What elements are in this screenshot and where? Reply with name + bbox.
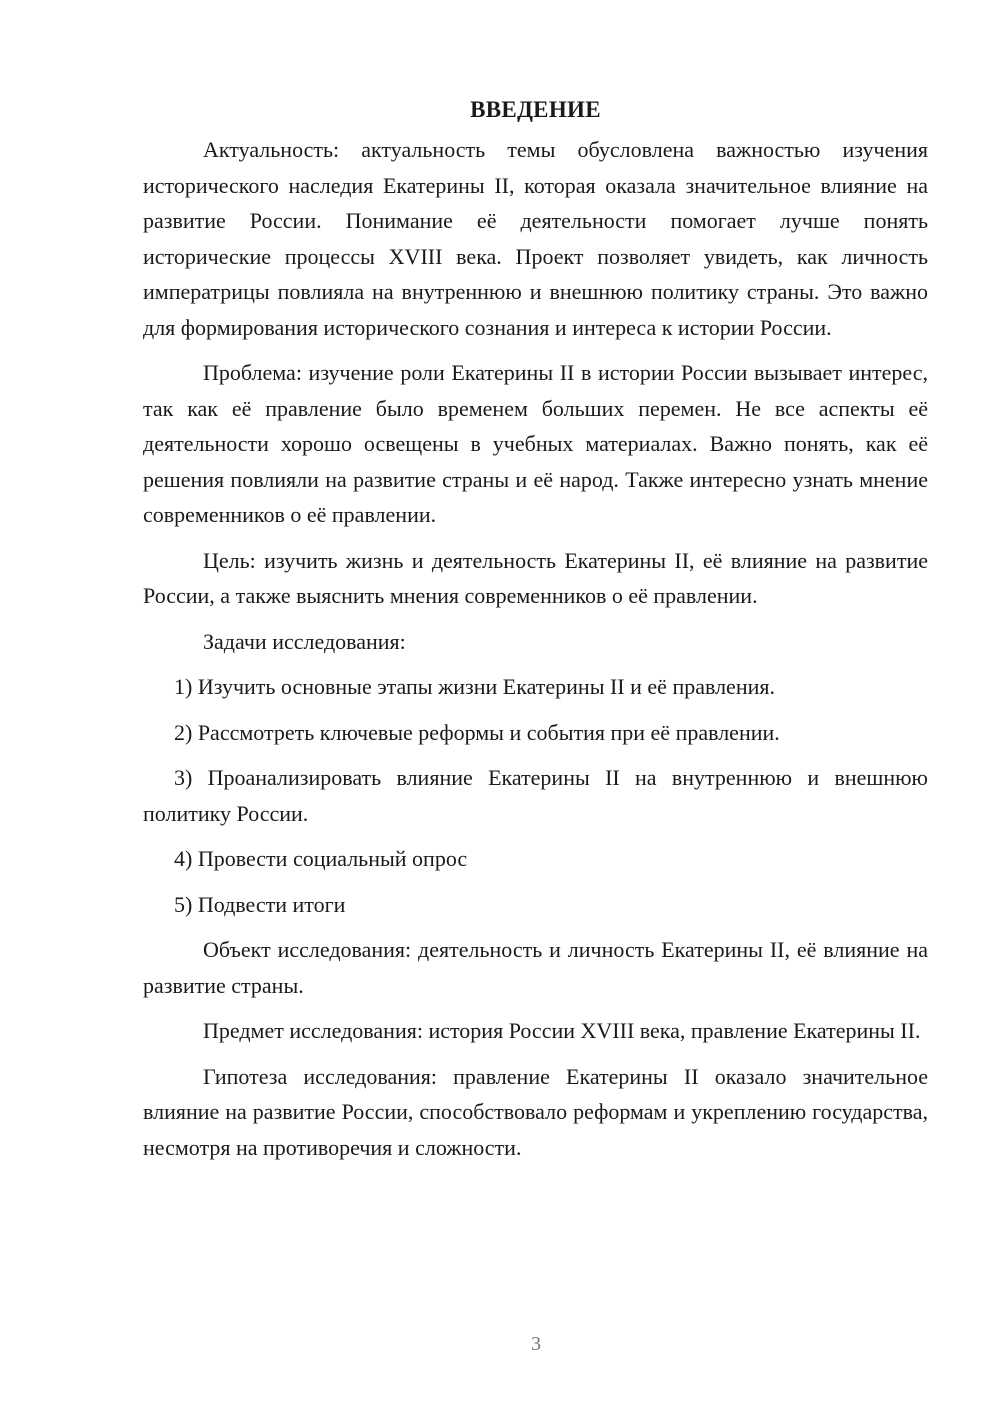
list-item: 2) Рассмотреть ключевые реформы и события при её правлении. [174, 719, 780, 745]
problem-paragraph: Проблема: изучение роли Екатерины II в истории России вызывает интерес, так как её правление было временем больших перемен. Не все аспекты её деятельности хорошо освещены в учебных материалах. Важно понять, как её решения повлияли на развитие страны и её народ. Также интересно узнать мнение современников о её правлении. [143, 360, 928, 527]
subject-paragraph: Предмет исследования: история России XVIII века, правление Екатерины II. [203, 1018, 921, 1043]
section-heading: ВВЕДЕНИЕ [470, 97, 601, 122]
list-item: 4) Провести социальный опрос [174, 846, 468, 871]
relevance-paragraph: Актуальность: актуальность темы обусловлена важностью изучения исторического наследия Екатерины II, которая оказала значительное влияние на развитие России. Понимание её деятельности помогает лучше понять исторические процессы XVIII века. Проект позволяет увидеть, как личность императрицы повлияла на внутреннюю и внешнюю политику страны. Это важно для формирования исторического сознания и интереса к истории России. [143, 137, 928, 340]
tasks-list [143, 669, 928, 922]
goal-paragraph: Цель: изучить жизнь и деятельность Екатерины II, её влияние на развитие России, а также выяснить мнения современников о её правлении. [143, 547, 928, 608]
list-item: 5) Подвести итоги [174, 891, 346, 917]
page-number: 3 [531, 1333, 541, 1355]
hypothesis-paragraph: Гипотеза исследования: правление Екатерины II оказало значительное влияние на развитие России, способствовало реформам и укреплению государства, несмотря на противоречия и сложности. [143, 1063, 928, 1160]
document-page [143, 92, 928, 1165]
list-item: 3) Проанализировать влияние Екатерины II на внутреннюю и внешнюю политику России. [143, 765, 928, 826]
object-paragraph: Объект исследования: деятельность и личность Екатерины II, её влияние на развитие страны. [143, 937, 928, 998]
tasks-title: Задачи исследования: [203, 628, 406, 654]
list-item: 1) Изучить основные этапы жизни Екатерины II и её правления. [174, 674, 775, 699]
